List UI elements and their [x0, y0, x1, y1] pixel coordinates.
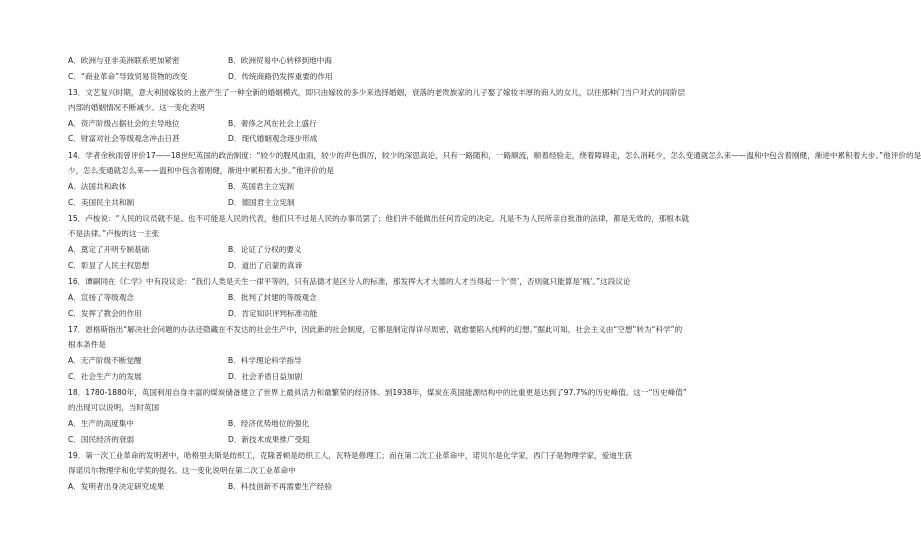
- q14-option-c: C．美国民主共和制: [68, 198, 135, 207]
- q17-stem-line2: 根本条件是: [68, 340, 106, 349]
- q17-option-d: D．社会矛盾日益加剧: [228, 372, 303, 381]
- q15-option-a: A．奠定了开明专制基础: [68, 245, 150, 254]
- q15-option-c: C．彰显了人民主权思想: [68, 261, 150, 270]
- q18-stem-line1: 18．1780-1880年，英国利用自身丰富的煤炭储备建立了世界上最具活力和最繁荣的经济体。到1938年，煤炭在英国能源结构中的比重更是达到了97.7%的历史峰值。这一“历史峰值”: [68, 388, 687, 397]
- q14-option-b: B．英国君主立宪制: [228, 182, 294, 191]
- q15-stem-line2: 不是法律。”卢梭的这一主张: [68, 229, 160, 238]
- q19-option-a: A．发明者出身决定研究成果: [68, 482, 165, 491]
- q14-stem-line1: 14．学者余秋雨曾评价17——18世纪英国的政治制度：“较少的腥风血雨，较少的声色俱厉，较少的深思高论，只有一路随和，一路顺流，顺着经验走，绕着障碍走，怎么消耗少，怎么变通就怎么来——温和中包含着刚健，渐进中累积着大步。”他评价的是: [68, 151, 921, 160]
- q18-stem-line2: 的出现可以说明，当时英国: [68, 403, 160, 412]
- q19-option-b: B．科技创新不再需要生产经验: [228, 482, 332, 491]
- q18-option-b: B．经济优势地位的强化: [228, 419, 310, 428]
- q18-option-c: C．国民经济的衰弱: [68, 435, 135, 444]
- q13-stem-line1: 13．文艺复兴时期，意大利园嫁妆的上涨产生了一种全新的婚姻模式，即只由嫁妆的多少来选择婚姻，衰落的老贵族家的儿子娶了嫁妆丰厚的商人的女儿，以往那种门当户对式的同阶层: [68, 88, 686, 97]
- q13-option-c: C．财富对社会等级观念冲击日甚: [68, 134, 180, 143]
- q12-option-c: C．“商业革命”导致贸易货物的改变: [68, 72, 188, 81]
- q17-option-b: B．科学理论科学指导: [228, 356, 302, 365]
- q12-option-d: D．传统商路仍发挥重要的作用: [228, 72, 333, 81]
- q13-option-d: D．现代婚姻观念逐步形成: [228, 134, 318, 143]
- q19-stem-line1: 19．第一次工业革命的发明者中，哈格里夫斯是纺织工，克隆普顿是纺织工人，瓦特是修理工；而在第二次工业革命中，诺贝尔是化学家，西门子是物理学家，爱迪生获: [68, 451, 632, 460]
- q16-stem-line1: 16．谭嗣同在《仁学》中有段议论：“我们人类是天生一律平等的，只有品德才是区分人的标准，那发挥大才大德的人才当得起一个‘贵’，否则就只能算是‘贱’。”这段议论: [68, 277, 631, 286]
- q16-option-d: D．肯定知识评判标准功能: [228, 309, 318, 318]
- q18-option-a: A．生产的高度集中: [68, 419, 134, 428]
- q13-stem-line2: 内部的婚姻情况不断减少。这一变化表明: [68, 103, 205, 112]
- q17-option-c: C．社会生产力的发展: [68, 372, 142, 381]
- q17-option-a: A．无产阶级不断觉醒: [68, 356, 142, 365]
- q16-option-a: A．宣扬了等级观念: [68, 293, 134, 302]
- q14-stem-line2: 少，怎么变通就怎么来——温和中包含着刚健，渐进中累积着大步。”他评价的是: [68, 166, 334, 175]
- q13-option-b: B．奢侈之风在社会上盛行: [228, 119, 317, 128]
- q12-option-b: B．欧洲贸易中心转移到地中海: [228, 56, 332, 65]
- q14-option-d: D．德国君主立宪制: [228, 198, 295, 207]
- q16-option-c: C．发挥了教会的作用: [68, 309, 142, 318]
- q14-option-a: A．法国共和政体: [68, 182, 127, 191]
- q12-option-a: A．欧洲与亚非美洲联系更加紧密: [68, 56, 180, 65]
- q18-option-d: D．新技术成果推广受阻: [228, 435, 310, 444]
- q16-option-b: B．批判了封建的等级观念: [228, 293, 317, 302]
- q17-stem-line1: 17．恩格斯指出“解决社会问题的办法还隐藏在不发达的社会生产中，因此新的社会制度，它都是制定得详尽周密，就愈要陷入纯粹的幻想。”据此可知，社会主义由“空想”转为“科学”的: [68, 325, 683, 334]
- q19-stem-line2: 得诺贝尔物理学和化学奖的提名。这一变化说明在第二次工业革命中: [68, 466, 296, 475]
- q15-option-d: D．道出了启蒙的真谛: [228, 261, 303, 270]
- q13-option-a: A．资产阶级占据社会的主导地位: [68, 119, 180, 128]
- q15-stem-line1: 15．卢梭说：“人民的议员就不是、也不可能是人民的代表，他们只不过是人民的办事员罢了；他们并不能做出任何肯定的决定。凡是不为人民所亲自批准的法律，都是无效的，那根本就: [68, 214, 690, 223]
- q15-option-b: B．论证了分权的要义: [228, 245, 302, 254]
